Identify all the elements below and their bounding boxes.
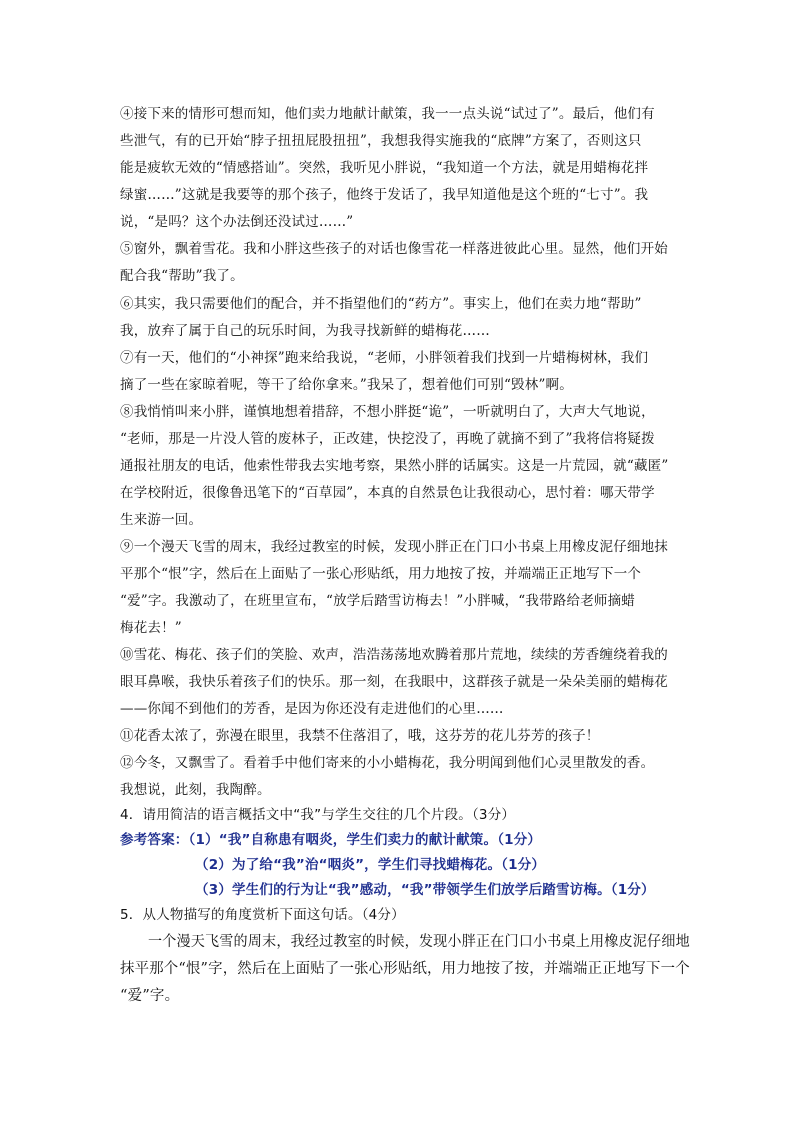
answer-item: （3）学生们的行为让“我”感动，“我”带领学生们放学后踏雪访梅。（1分） bbox=[195, 882, 655, 898]
passage-line: 些泄气，有的已开始“脖子扭扭屁股扭扭”，我想我得实施我的“底牌”方案了，否则这只 bbox=[120, 133, 642, 149]
answer-block bbox=[120, 830, 541, 850]
passage-line: ④接下来的情形可想而知，他们卖力地献计献策，我一一点头说“试过了”。最后，他们有 bbox=[120, 106, 655, 122]
passage-line: 绿蜜……”这就是我要等的那个孩子，他终于发话了，我早知道他是这个班的“七寸”。我 bbox=[120, 187, 649, 203]
passage-line: 眼耳鼻喉，我快乐着孩子们的快乐。那一刻，在我眼中，这群孩子就是一朵朵美丽的蜡梅花 bbox=[120, 674, 668, 690]
answer-item: （1）“我”自称患有咽炎，学生们卖力的献计献策。（1分） bbox=[188, 832, 542, 848]
passage-line: 通报社朋友的电话，他索性带我去实地考察，果然小胖的话属实。这是一片荒园，就“藏匿” bbox=[120, 458, 669, 474]
question-5: 5．从人物描写的角度赏析下面这句话。（4分） bbox=[120, 907, 405, 923]
answer-label: 参考答案： bbox=[120, 832, 189, 848]
quote-line: “爱”字。 bbox=[120, 988, 180, 1004]
passage-line: ⑤窗外，飘着雪花。我和小胖这些孩子的对话也像雪花一样落进彼此心里。显然，他们开始 bbox=[120, 241, 668, 257]
passage-line: ⑫今冬，又飘雪了。看着手中他们寄来的小小蜡梅花，我分明闻到他们心灵里散发的香。 bbox=[120, 755, 655, 771]
question-4: 4．请用简洁的语言概括文中“我”与学生交往的几个片段。（3分） bbox=[120, 807, 516, 823]
answer-item: （2）为了给“我”治“咽炎”，学生们寻找蜡梅花。（1分） bbox=[195, 857, 546, 873]
passage-line: ⑧我悄悄叫来小胖，谨慎地想着措辞，不想小胖挺“诡”，一听就明白了，大声大气地说， bbox=[120, 404, 655, 420]
passage-line: 能是疲软无效的“情感搭讪”。突然，我听见小胖说，“我知道一个方法，就是用蜡梅花拌 bbox=[120, 160, 649, 176]
passage-line: 我想说，此刻，我陶醉。 bbox=[120, 782, 271, 798]
passage-line: 摘了一些在家晾着呢，等干了给你拿来。”我呆了，想着他们可别“毁林”啊。 bbox=[120, 377, 573, 393]
passage-line: ⑪花香太浓了，弥漫在眼里，我禁不住落泪了，哦，这芬芳的花儿芬芳的孩子！ bbox=[120, 728, 600, 744]
passage-line: “老师，那是一片没人管的废林子，正改建，快挖没了，再晚了就摘不到了”我将信将疑拨 bbox=[120, 431, 655, 447]
passage-line: 平那个“恨”字，然后在上面贴了一张心形贴纸，用力地按了按，并端端正正地写下一个 bbox=[120, 566, 642, 582]
quote-line: 抹平那个“恨”字，然后在上面贴了一张心形贴纸，用力地按了按，并端端正正地写下一个 bbox=[120, 961, 690, 977]
passage-line: ⑥其实，我只需要他们的配合，并不指望他们的“药方”。事实上，他们在卖力地“帮助” bbox=[120, 296, 642, 312]
quote-line: 一个漫天飞雪的周末，我经过教室的时候，发现小胖正在门口小书桌上用橡皮泥仔细地 bbox=[148, 934, 690, 950]
passage-line: 在学校附近，很像鲁迅笔下的“百草园”，本真的自然景色让我很动心，思忖着：哪天带学 bbox=[120, 485, 655, 501]
passage-line: 我，放弃了属于自己的玩乐时间，为我寻找新鲜的蜡梅花…… bbox=[120, 323, 490, 339]
passage-line: 配合我“帮助”我了。 bbox=[120, 268, 244, 284]
passage-line: “爱”字。我激动了，在班里宣布，“放学后踏雪访梅去！”小胖喊，“我带路给老师摘蜡 bbox=[120, 593, 636, 609]
passage-line: 生来游一回。 bbox=[120, 512, 203, 528]
passage-line: 说，“是吗？这个办法倒还没试过……” bbox=[120, 214, 354, 230]
passage-line: ⑨一个漫天飞雪的周末，我经过教室的时候，发现小胖正在门口小书桌上用橡皮泥仔细地抹 bbox=[120, 539, 668, 555]
passage-line: 梅花去！” bbox=[120, 620, 182, 636]
passage-line: ——你闻不到他们的芳香，是因为你还没有走进他们的心里…… bbox=[120, 701, 504, 717]
passage-line: ⑦有一天，他们的“小神探”跑来给我说，“老师，小胖领着我们找到一片蜡梅树林，我们 bbox=[120, 350, 649, 366]
passage-line: ⑩雪花、梅花、孩子们的笑脸、欢声，浩浩荡荡地欢腾着那片荒地，续续的芳香缠绕着我的 bbox=[120, 647, 668, 663]
